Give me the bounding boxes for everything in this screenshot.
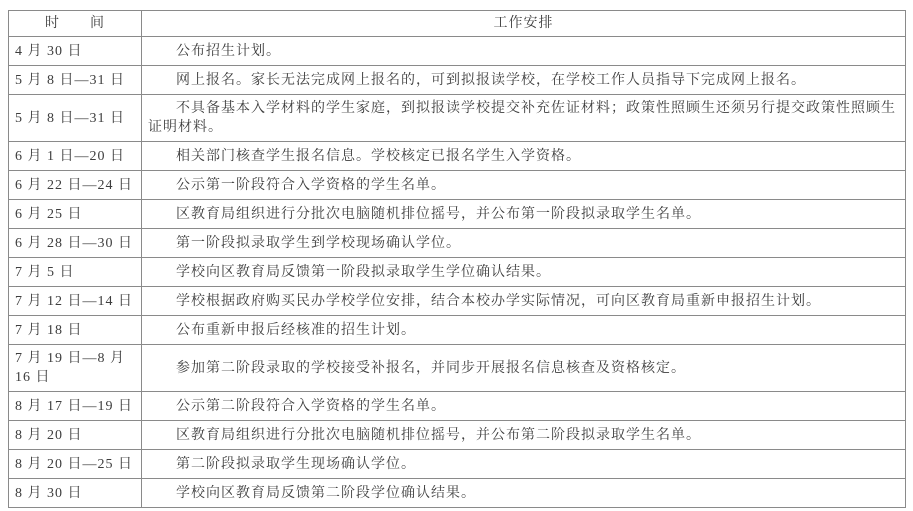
work-cell: 区教育局组织进行分批次电脑随机排位摇号，并公布第二阶段拟录取学生名单。	[142, 421, 906, 450]
work-cell: 相关部门核查学生报名信息。学校核定已报名学生入学资格。	[142, 142, 906, 171]
work-cell: 第一阶段拟录取学生到学校现场确认学位。	[142, 229, 906, 258]
time-cell: 7 月 19 日—8 月 16 日	[9, 345, 142, 392]
table-row	[9, 142, 906, 171]
time-cell: 8 月 17 日—19 日	[9, 392, 142, 421]
time-cell: 6 月 22 日—24 日	[9, 171, 142, 200]
time-cell: 7 月 5 日	[9, 258, 142, 287]
table-row	[9, 66, 906, 95]
time-cell: 5 月 8 日—31 日	[9, 66, 142, 95]
time-cell: 5 月 8 日—31 日	[9, 95, 142, 142]
table-row	[9, 37, 906, 66]
table-row	[9, 200, 906, 229]
time-cell: 8 月 20 日—25 日	[9, 450, 142, 479]
work-column-header: 工作安排	[142, 11, 906, 37]
table-row	[9, 287, 906, 316]
work-cell: 不具备基本入学材料的学生家庭，到拟报读学校提交补充佐证材料；政策性照顾生还须另行提交政策性照顾生证明材料。	[142, 95, 906, 142]
work-cell: 公示第一阶段符合入学资格的学生名单。	[142, 171, 906, 200]
table-row	[9, 479, 906, 508]
table-row	[9, 95, 906, 142]
time-column-header: 时 间	[9, 11, 142, 37]
time-cell: 6 月 1 日—20 日	[9, 142, 142, 171]
time-cell: 6 月 25 日	[9, 200, 142, 229]
work-cell: 学校向区教育局反馈第二阶段学位确认结果。	[142, 479, 906, 508]
time-cell: 6 月 28 日—30 日	[9, 229, 142, 258]
time-cell: 8 月 20 日	[9, 421, 142, 450]
time-cell: 7 月 12 日—14 日	[9, 287, 142, 316]
work-cell: 区教育局组织进行分批次电脑随机排位摇号，并公布第一阶段拟录取学生名单。	[142, 200, 906, 229]
work-cell: 参加第二阶段录取的学校接受补报名，并同步开展报名信息核查及资格核定。	[142, 345, 906, 392]
table-row	[9, 316, 906, 345]
schedule-table-body	[9, 37, 906, 508]
work-cell: 公示第二阶段符合入学资格的学生名单。	[142, 392, 906, 421]
table-row	[9, 258, 906, 287]
work-cell: 第二阶段拟录取学生现场确认学位。	[142, 450, 906, 479]
time-cell: 7 月 18 日	[9, 316, 142, 345]
table-row	[9, 345, 906, 392]
table-row	[9, 171, 906, 200]
work-cell: 学校根据政府购买民办学校学位安排，结合本校办学实际情况，可向区教育局重新申报招生计划。	[142, 287, 906, 316]
work-cell: 公布招生计划。	[142, 37, 906, 66]
work-cell: 学校向区教育局反馈第一阶段拟录取学生学位确认结果。	[142, 258, 906, 287]
work-cell: 网上报名。家长无法完成网上报名的，可到拟报读学校，在学校工作人员指导下完成网上报名。	[142, 66, 906, 95]
table-row	[9, 392, 906, 421]
table-row	[9, 421, 906, 450]
time-cell: 4 月 30 日	[9, 37, 142, 66]
table-row	[9, 450, 906, 479]
work-cell: 公布重新申报后经核准的招生计划。	[142, 316, 906, 345]
time-cell: 8 月 30 日	[9, 479, 142, 508]
table-row	[9, 229, 906, 258]
header-row	[9, 11, 906, 37]
schedule-table	[8, 10, 906, 508]
